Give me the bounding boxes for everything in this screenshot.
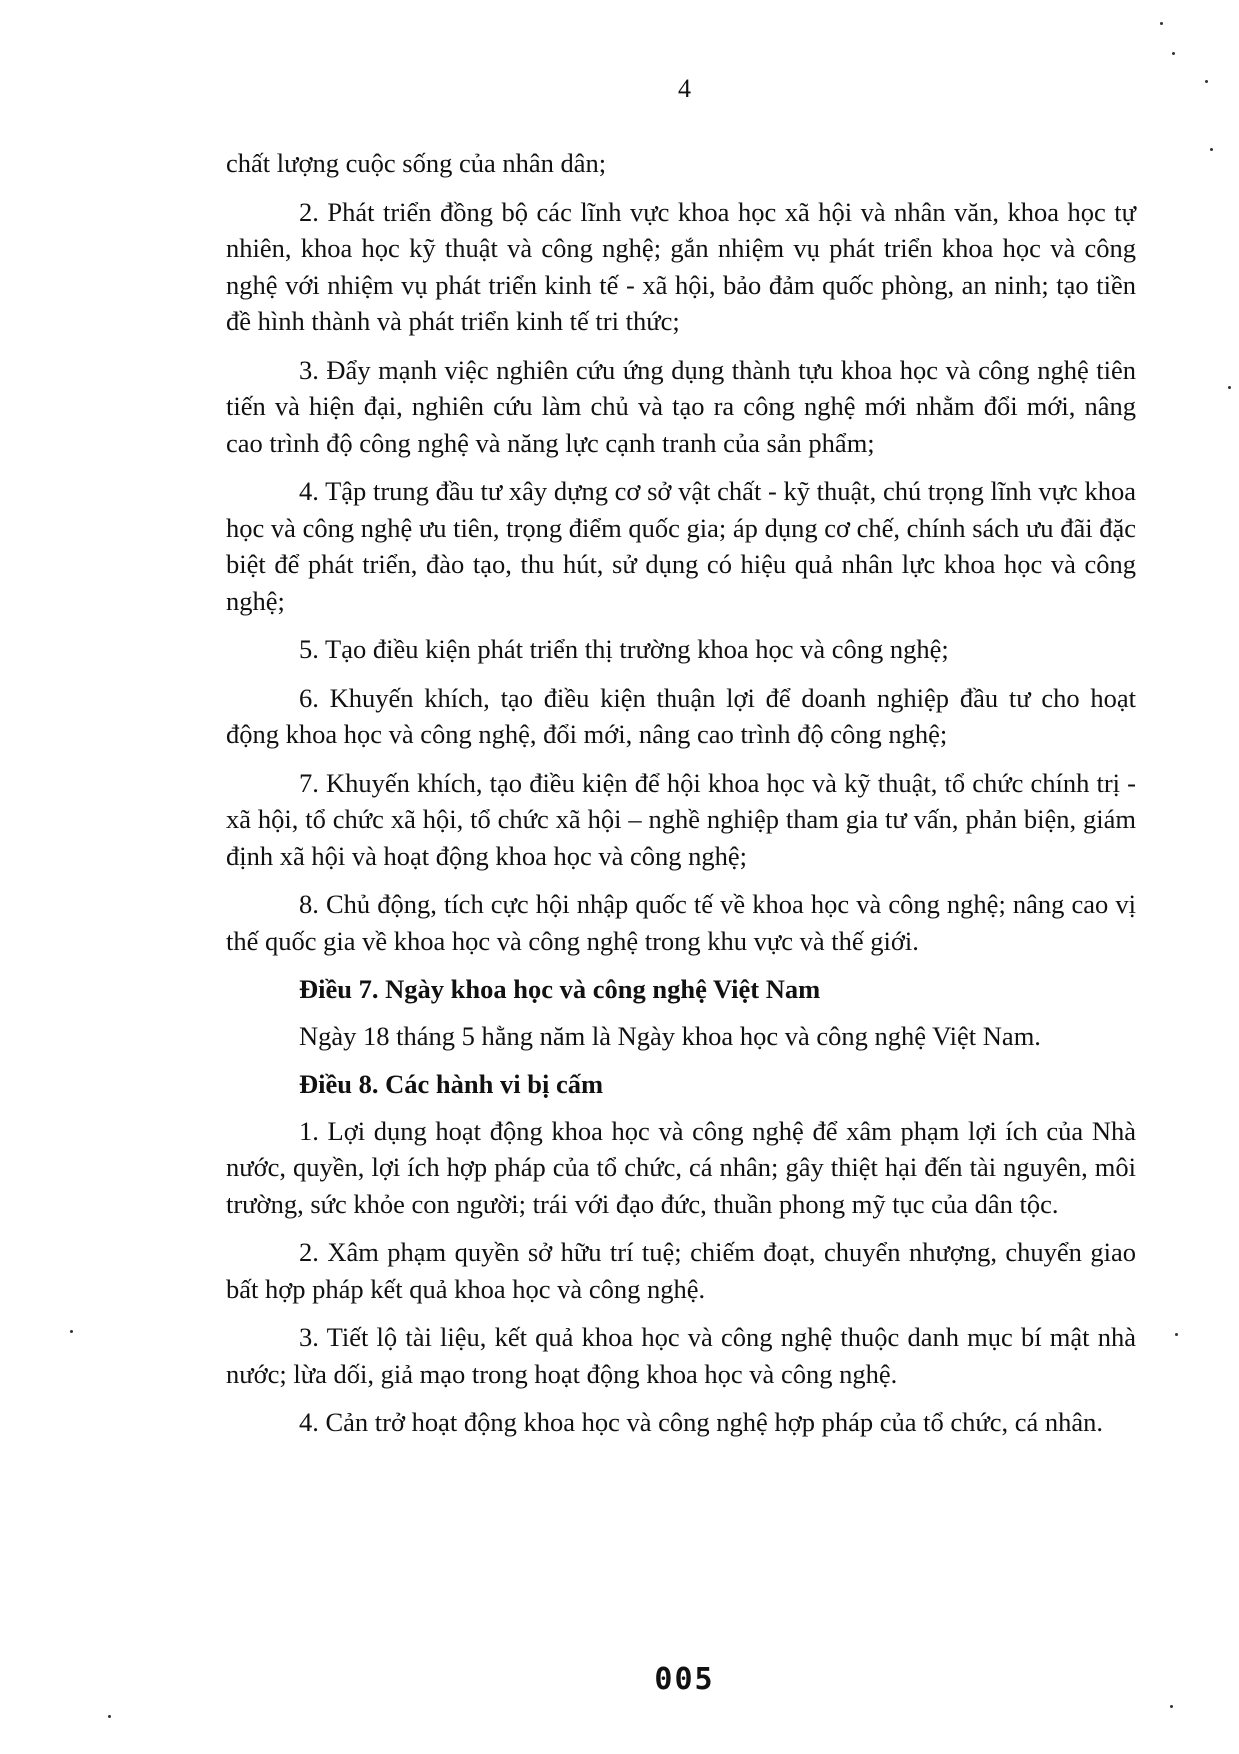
article-7-text: Ngày 18 tháng 5 hằng năm là Ngày khoa học và công nghệ Việt Nam. — [299, 1020, 1041, 1051]
paragraph-item-4: 4. Tập trung đầu tư xây dựng cơ sở vật chất - kỹ thuật, chú trọng lĩnh vực khoa học và công nghệ ưu tiên, trọng điểm quốc gia; áp dụng cơ chế, chính sách ưu đãi đặc biệt để phát triển, đào tạo, thu hút, sử dụng có hiệu quả nhân lực khoa học và công nghệ; — [226, 476, 1136, 616]
scan-speck — [1205, 80, 1208, 83]
stamp-number: 005 — [654, 1662, 715, 1697]
prohibited-act-1: 1. Lợi dụng hoạt động khoa học và công nghệ để xâm phạm lợi ích của Nhà nước, quyền, lợi ích hợp pháp của tổ chức, cá nhân; gây thiệt hại đến tài nguyên, môi trường, sức khỏe con người; trái với đạo đức, thuần phong mỹ tục của dân tộc. — [226, 1115, 1136, 1219]
scan-speck — [1228, 386, 1231, 389]
scan-speck — [1170, 1705, 1173, 1708]
prohibited-act-4: 4. Cản trở hoạt động khoa học và công nghệ hợp pháp của tổ chức, cá nhân. — [299, 1407, 1104, 1437]
body-text — [226, 145, 1136, 1453]
paragraph-continuation: chất lượng cuộc sống của nhân dân; — [226, 148, 607, 178]
paragraph-item-3: 3. Đẩy mạnh việc nghiên cứu ứng dụng thành tựu khoa học và công nghệ tiên tiến và hiện đại, nghiên cứu làm chủ và tạo ra công nghệ mới nhằm đổi mới, nâng cao trình độ công nghệ và năng lực cạnh tranh của sản phẩm; — [226, 354, 1136, 458]
page-number: 4 — [678, 74, 691, 103]
scan-speck — [70, 1330, 73, 1333]
article-7-heading: Điều 7. Ngày khoa học và công nghệ Việt Nam — [299, 974, 821, 1004]
article-8-heading: Điều 8. Các hành vi bị cấm — [299, 1069, 604, 1099]
scan-speck — [1172, 52, 1175, 55]
prohibited-act-3: 3. Tiết lộ tài liệu, kết quả khoa học và công nghệ thuộc danh mục bí mật nhà nước; lừa dối, giả mạo trong hoạt động khoa học và công nghệ. — [226, 1322, 1136, 1389]
paragraph-item-8: 8. Chủ động, tích cực hội nhập quốc tế về khoa học và công nghệ; nâng cao vị thế quốc gia về khoa học và công nghệ trong khu vực và thế giới. — [226, 889, 1136, 956]
scan-speck — [1175, 1333, 1178, 1336]
scan-speck — [1210, 148, 1213, 151]
paragraph-item-2: 2. Phát triển đồng bộ các lĩnh vực khoa học xã hội và nhân văn, khoa học tự nhiên, khoa học kỹ thuật và công nghệ; gắn nhiệm vụ phát triển khoa học và công nghệ với nhiệm vụ phát triển kinh tế - xã hội, bảo đảm quốc phòng, an ninh; tạo tiền đề hình thành và phát triển kinh tế tri thức; — [226, 196, 1136, 336]
paragraph-item-7: 7. Khuyến khích, tạo điều kiện để hội khoa học và kỹ thuật, tổ chức chính trị - xã hội, tổ chức xã hội, tổ chức xã hội – nghề nghiệp tham gia tư vấn, phản biện, giám định xã hội và hoạt động khoa học và công nghệ; — [226, 767, 1136, 871]
paragraph-item-5: 5. Tạo điều kiện phát triển thị trường khoa học và công nghệ; — [299, 634, 949, 664]
scan-speck — [1160, 22, 1163, 25]
prohibited-act-2: 2. Xâm phạm quyền sở hữu trí tuệ; chiếm đoạt, chuyển nhượng, chuyển giao bất hợp pháp kết quả khoa học và công nghệ. — [226, 1237, 1136, 1304]
paragraph-item-6: 6. Khuyến khích, tạo điều kiện thuận lợi để doanh nghiệp đầu tư cho hoạt động khoa học và công nghệ, đổi mới, nâng cao trình độ công nghệ; — [226, 682, 1136, 749]
scan-speck — [108, 1715, 111, 1718]
